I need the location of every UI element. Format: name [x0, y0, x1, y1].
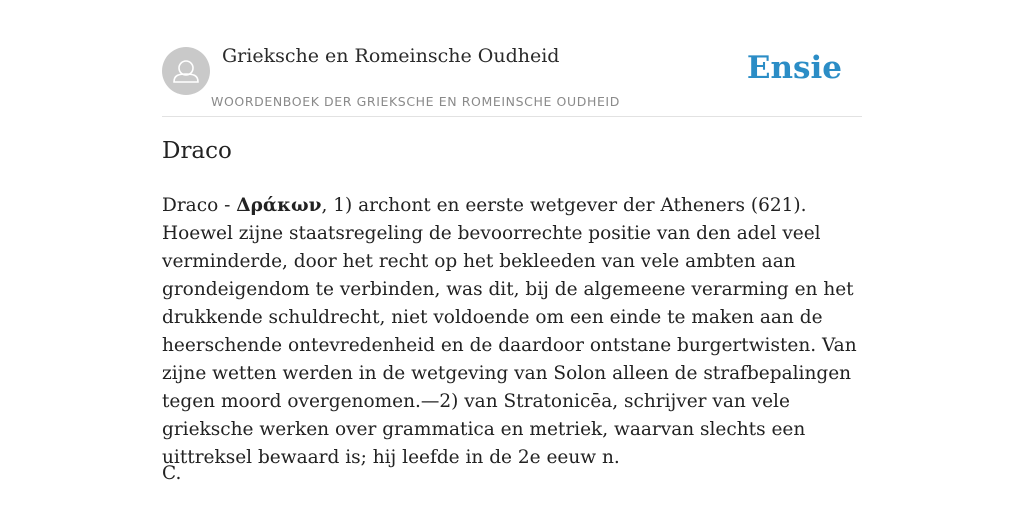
entry-greek-term: Δράκων	[236, 195, 322, 216]
site-title[interactable]: Grieksche en Romeinsche Oudheid	[222, 45, 560, 67]
user-avatar-icon[interactable]	[162, 47, 210, 95]
entry-title: Draco	[162, 138, 232, 164]
entry-author: C.	[162, 463, 182, 484]
entry-text: , 1) archont en eerste wetgever der Atheners (621). Hoewel zijne staatsregeling de bevoorrechte positie van den adel veel verminderde, door het recht op het bekleeden van vele ambten aan grondeigendom te verbinden, was dit, bij de algemeene verarming en het drukkende schuldrecht, niet voldoende om een einde te maken aan de heerschende ontevredenheid en de daardoor ontstane burgertwisten. Van zijne wetten werden in de wetgeving van Solon alleen de strafbepalingen tegen moord overgenomen.—2) van Stratonicēa, schrijver van vele grieksche werken over grammatica en metriek, waarvan slechts een uittreksel bewaard is; hij leefde in de 2e eeuw n.	[162, 195, 857, 468]
entry-body	[162, 192, 862, 472]
header	[162, 0, 862, 117]
entry-lead: Draco -	[162, 195, 237, 216]
page-container	[162, 0, 862, 512]
site-subtitle: WOORDENBOEK DER GRIEKSCHE EN ROMEINSCHE OUDHEID	[211, 94, 620, 109]
brand-logo[interactable]: Ensie	[746, 50, 842, 86]
